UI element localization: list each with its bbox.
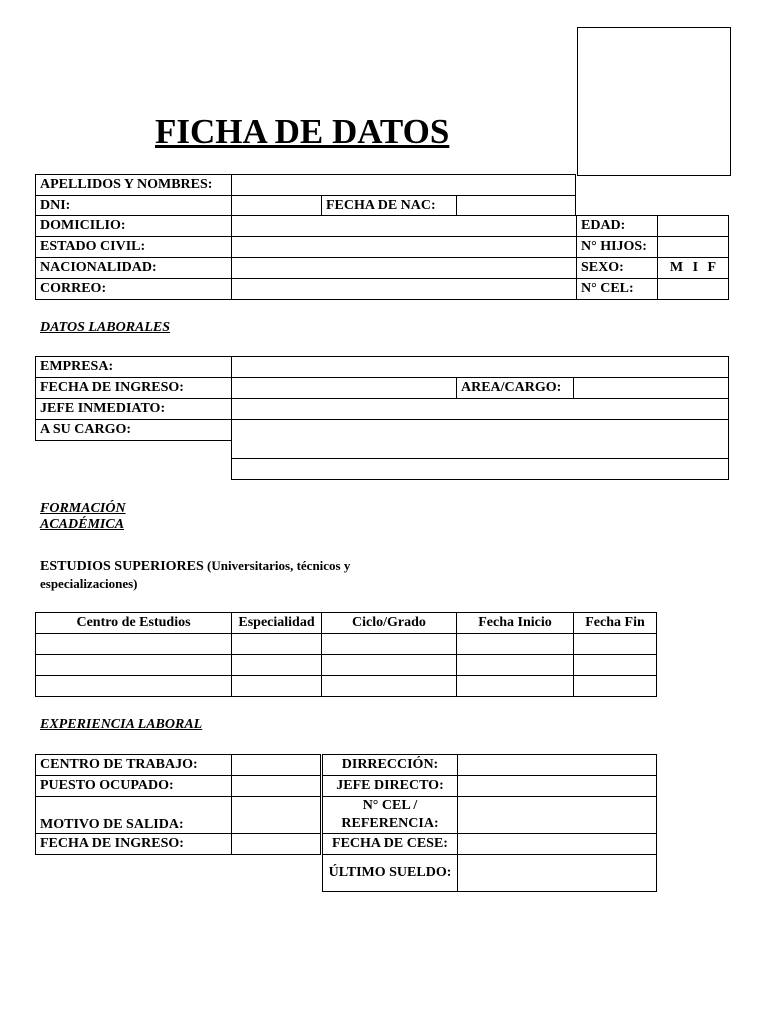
phone-field[interactable] bbox=[658, 279, 728, 299]
in-charge-extra-rows bbox=[231, 438, 729, 480]
email-label: CORREO: bbox=[36, 279, 231, 299]
col-start-date: Fecha Inicio bbox=[457, 613, 573, 633]
table-cell[interactable] bbox=[457, 634, 573, 654]
age-field[interactable] bbox=[658, 216, 728, 236]
workplace-label: CENTRO DE TRABAJO: bbox=[36, 755, 231, 775]
table-cell[interactable] bbox=[322, 655, 456, 675]
company-field[interactable] bbox=[232, 357, 728, 377]
phone-label: N° CEL: bbox=[577, 279, 657, 299]
table-cell[interactable] bbox=[457, 676, 573, 696]
email-field[interactable] bbox=[232, 279, 576, 299]
civil-status-label: ESTADO CIVIL: bbox=[36, 237, 231, 257]
address-label: DOMICILIO: bbox=[36, 216, 231, 236]
area-label: AREA/CARGO: bbox=[457, 378, 573, 398]
end-date-label: FECHA DE CESE: bbox=[323, 834, 457, 854]
exit-reason-label: MOTIVO DE SALIDA: bbox=[36, 797, 231, 833]
exp-address-label: DIRRECCIÓN: bbox=[323, 755, 457, 775]
experience-right-table bbox=[322, 754, 657, 892]
personal-data-table bbox=[35, 174, 576, 217]
exit-reason-field[interactable] bbox=[232, 797, 320, 833]
exp-start-label: FECHA DE INGRESO: bbox=[36, 834, 231, 854]
table-cell[interactable] bbox=[232, 655, 321, 675]
in-charge-extra-field-2[interactable] bbox=[232, 459, 728, 479]
civil-status-field[interactable] bbox=[232, 237, 576, 257]
table-cell[interactable] bbox=[574, 634, 656, 654]
sex-label: SEXO: bbox=[577, 258, 657, 278]
nationality-label: NACIONALIDAD: bbox=[36, 258, 231, 278]
address-field[interactable] bbox=[232, 216, 576, 236]
education-heading bbox=[40, 501, 126, 533]
in-charge-field[interactable] bbox=[232, 420, 728, 440]
table-cell[interactable] bbox=[322, 676, 456, 696]
studies-subheading bbox=[40, 557, 420, 593]
position-field[interactable] bbox=[232, 776, 320, 796]
names-field[interactable] bbox=[232, 175, 575, 195]
work-data-heading: DATOS LABORALES bbox=[40, 320, 171, 335]
exp-address-field[interactable] bbox=[458, 755, 656, 775]
table-cell[interactable] bbox=[574, 655, 656, 675]
education-heading-line2: ACADÉMICA bbox=[40, 517, 125, 532]
direct-boss-label: JEFE DIRECTO: bbox=[323, 776, 457, 796]
reference-field[interactable] bbox=[458, 797, 656, 833]
col-cycle-grade: Ciclo/Grado bbox=[322, 613, 456, 633]
area-field[interactable] bbox=[574, 378, 728, 398]
direct-boss-field[interactable] bbox=[458, 776, 656, 796]
col-study-center: Centro de Estudios bbox=[36, 613, 231, 633]
studies-table bbox=[35, 612, 657, 697]
education-heading-line1: FORMACIÓN bbox=[40, 501, 126, 516]
table-cell[interactable] bbox=[574, 676, 656, 696]
page-title: FICHA DE DATOS bbox=[155, 112, 450, 151]
workplace-field[interactable] bbox=[232, 755, 320, 775]
children-field[interactable] bbox=[658, 237, 728, 257]
in-charge-label: A SU CARGO: bbox=[36, 420, 231, 440]
company-label: EMPRESA: bbox=[36, 357, 231, 377]
work-start-field[interactable] bbox=[232, 378, 456, 398]
table-cell[interactable] bbox=[232, 676, 321, 696]
table-cell[interactable] bbox=[232, 634, 321, 654]
age-label: EDAD: bbox=[577, 216, 657, 236]
reference-label: N° CEL / REFERENCIA: bbox=[323, 797, 457, 833]
end-date-field[interactable] bbox=[458, 834, 656, 854]
col-specialty: Especialidad bbox=[232, 613, 321, 633]
studies-subheading-bold: ESTUDIOS SUPERIORES bbox=[40, 559, 204, 574]
children-label: N° HIJOS: bbox=[577, 237, 657, 257]
table-cell[interactable] bbox=[36, 634, 231, 654]
col-end-date: Fecha Fin bbox=[574, 613, 656, 633]
last-salary-field[interactable] bbox=[458, 855, 656, 891]
exp-start-field[interactable] bbox=[232, 834, 320, 854]
table-cell[interactable] bbox=[36, 655, 231, 675]
studies-subheading-rest: (Universitarios, técnicos y especializaciones) bbox=[40, 558, 351, 591]
names-label: APELLIDOS Y NOMBRES: bbox=[36, 175, 231, 195]
personal-contact-table bbox=[35, 215, 729, 300]
table-cell[interactable] bbox=[457, 655, 573, 675]
dni-field[interactable] bbox=[232, 196, 321, 216]
last-salary-label: ÚLTIMO SUELDO: bbox=[323, 855, 457, 891]
photo-box bbox=[577, 27, 731, 176]
birth-date-field[interactable] bbox=[457, 196, 575, 216]
sex-options[interactable]: M I F bbox=[658, 258, 728, 278]
in-charge-extra-field-1[interactable] bbox=[232, 438, 728, 458]
work-start-label: FECHA DE INGRESO: bbox=[36, 378, 231, 398]
birth-date-label: FECHA DE NAC: bbox=[322, 196, 456, 216]
position-label: PUESTO OCUPADO: bbox=[36, 776, 231, 796]
boss-field[interactable] bbox=[232, 399, 728, 419]
table-cell[interactable] bbox=[36, 676, 231, 696]
experience-heading: EXPERIENCIA LABORAL bbox=[40, 717, 203, 732]
table-cell[interactable] bbox=[322, 634, 456, 654]
experience-left-table bbox=[35, 754, 321, 855]
work-data-table bbox=[35, 356, 729, 441]
dni-label: DNI: bbox=[36, 196, 231, 216]
boss-label: JEFE INMEDIATO: bbox=[36, 399, 231, 419]
nationality-field[interactable] bbox=[232, 258, 576, 278]
